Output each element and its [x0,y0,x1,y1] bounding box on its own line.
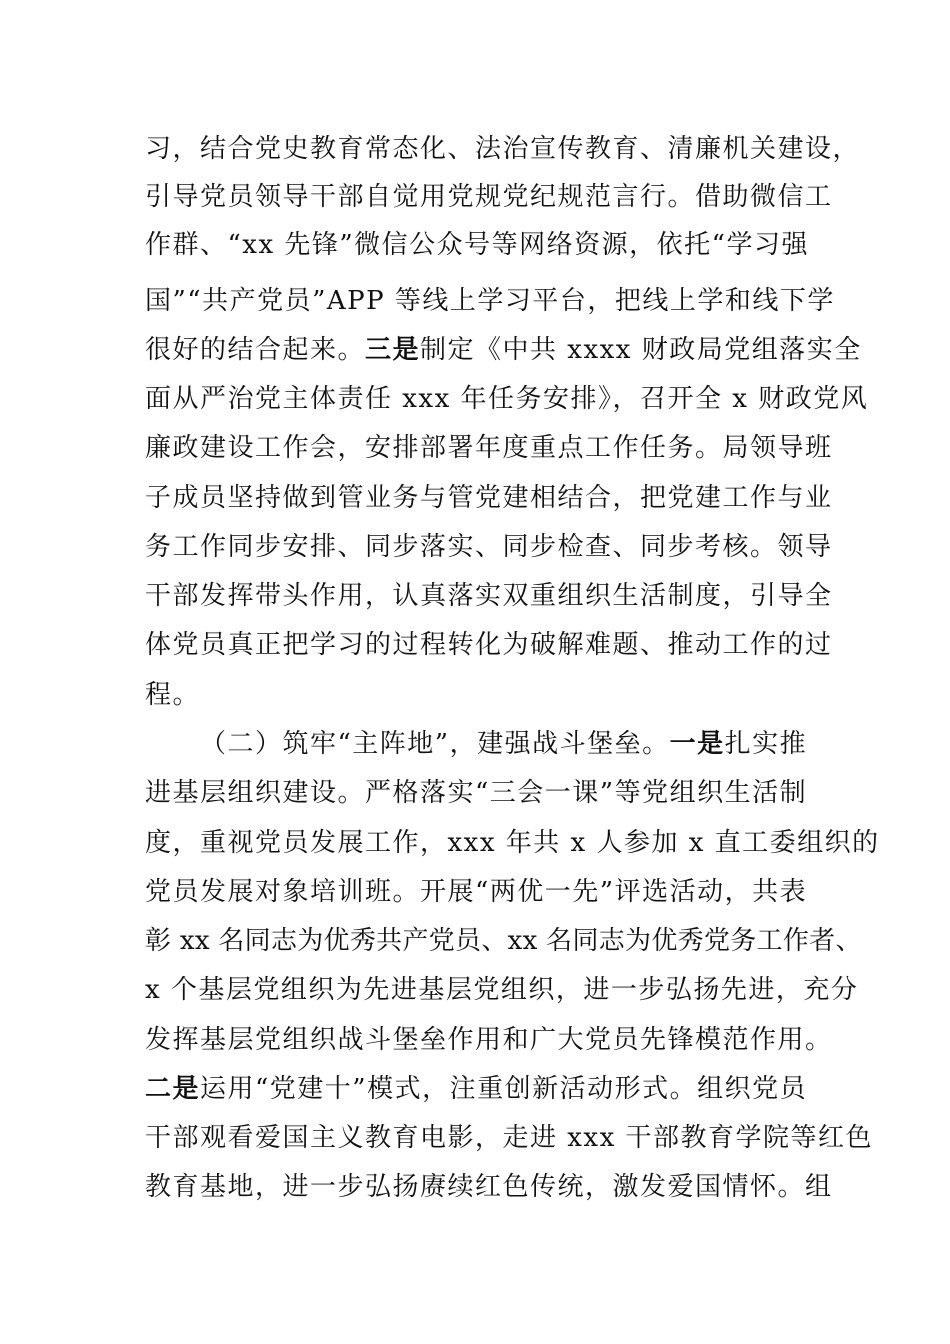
text-segment: 党员发展对象培训班。开展“两优一先”评选活动，共表 [145,877,808,907]
text-segment: 发挥基层党组织战斗堡垒作用和广大党员先锋模范作用。 [145,1025,833,1055]
text-segment: 运用“党建十”模式，注重创新活动形式。组织党员 [200,1074,808,1104]
text-line [145,679,200,711]
text-segment: 干部发挥带头作用，认真落实双重组织生活制度，引导全 [145,581,833,611]
text-line [145,876,807,908]
text-segment: 作群、“xx 先锋”微信公众号等网络资源，依托“学习强 [145,230,809,260]
text-segment: 体党员真正把学习的过程转化为破解难题、推动工作的过 [145,630,833,660]
text-line [145,1073,807,1105]
text-line [145,827,880,859]
emphasis-ordinal: 一是 [669,729,725,759]
text-line [145,580,833,612]
text-segment: 程。 [145,680,201,710]
text-line [145,629,833,661]
text-line [145,925,862,957]
text-segment: 度，重视党员发展工作，xxx 年共 x 人参加 x 直工委组织的 [145,828,880,858]
text-line [145,777,807,809]
text-segment: 干部观看爱国主义教育电影，走进 xxx 干部教育学院等红色 [145,1123,874,1153]
text-line [145,334,862,366]
section-heading: （二）筑牢“主阵地”，建强战斗堡垒。 [200,729,670,759]
text-segment: 务工作同步安排、同步落实、同步检查、同步考核。领导 [145,532,833,562]
text-segment: 习，结合党史教育常态化、法治宣传教育、清廉机关建设， [145,134,861,164]
text-line [145,133,860,165]
text-segment: 教育基地，进一步弘扬赓续红色传统，激发爱国情怀。组 [145,1172,833,1202]
text-line [145,974,858,1006]
text-line [145,1171,833,1203]
text-segment: 很好的结合起来。 [145,335,366,365]
text-line [145,181,833,213]
emphasis-ordinal: 三是 [365,335,421,365]
text-line [145,383,868,415]
text-line [145,1024,833,1056]
text-segment: 面从严治党主体责任 xxx 年任务安排》，召开全 x 财政党风 [145,384,869,414]
text-segment: 国”“共产党员”APP 等线上学习平台，把线上学和线下学 [145,286,835,316]
emphasis-ordinal: 二是 [145,1074,201,1104]
text-segment: 制定《中共 xxxx 财政局党组落实全 [420,335,862,365]
text-line [145,531,833,563]
text-line [145,432,833,464]
section-heading-line [200,728,807,760]
text-line [145,285,835,317]
text-segment: 廉政建设工作会，安排部署年度重点工作任务。局领导班 [145,433,833,463]
text-line [145,229,809,261]
text-segment: x 个基层党组织为先进基层党组织，进一步弘扬先进，充分 [145,975,859,1005]
text-segment: 进基层组织建设。严格落实“三会一课”等党组织生活制 [145,778,808,808]
text-segment: 子成员坚持做到管业务与管党建相结合，把党建工作与业 [145,483,833,513]
text-line [145,1122,873,1154]
text-segment: 扎实推 [724,729,808,759]
text-line [145,482,833,514]
text-segment: 彰 xx 名同志为优秀共产党员、xx 名同志为优秀党务工作者、 [145,926,862,956]
text-segment: 引导党员领导干部自觉用党规党纪规范言行。借助微信工 [145,182,833,212]
